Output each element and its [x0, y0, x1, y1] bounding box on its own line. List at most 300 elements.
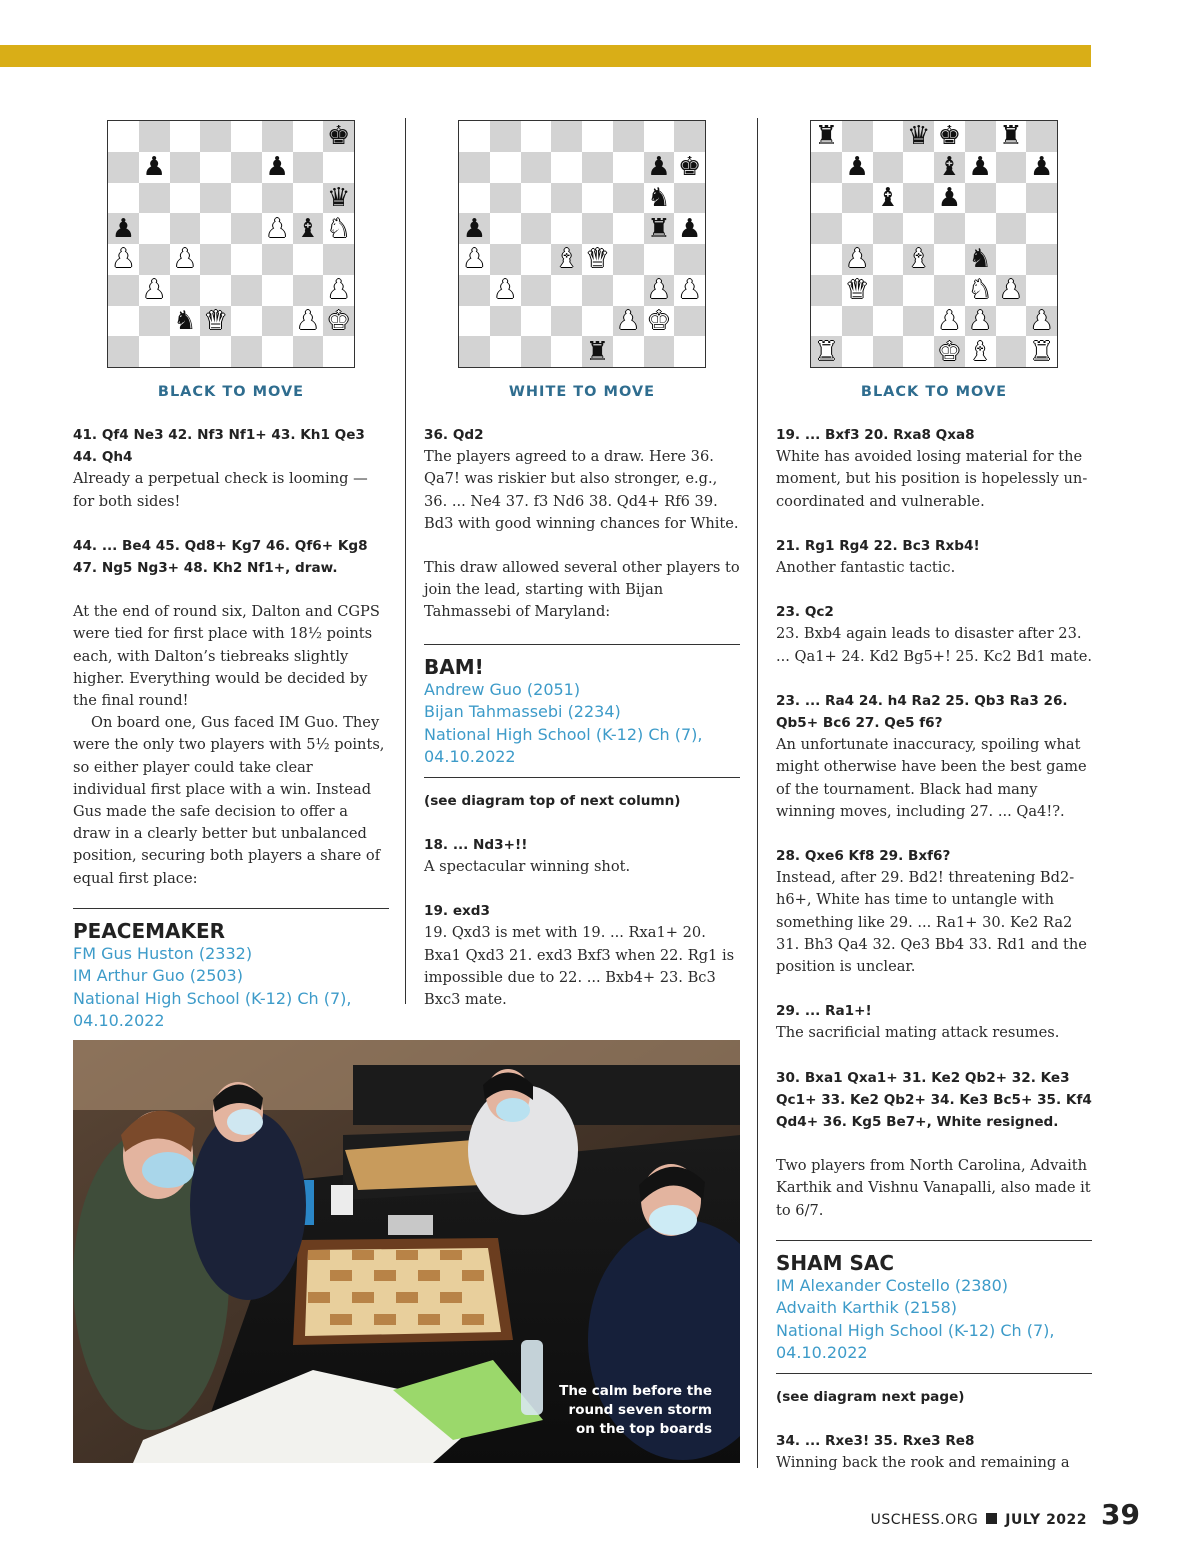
column-divider [405, 118, 406, 1004]
board-square-h3 [323, 275, 354, 306]
board-square-g4 [644, 244, 675, 275]
black-rook-icon: ♜ [999, 121, 1023, 152]
move-text: 41. Qf4 Ne3 42. Nf3 Nf1+ 43. Kh1 Qe3 44. Qh4 [73, 427, 365, 466]
board-square-f4 [965, 244, 996, 275]
event-date: 04.10.2022 [73, 1011, 165, 1031]
board-square-f6 [613, 183, 644, 214]
board-square-h6 [674, 183, 705, 214]
black-bishop-icon: ♝ [937, 152, 962, 183]
annotation: White has avoided losing material for the moment, but his position is hopelessly uncoordinated and vulnerable. [776, 448, 1088, 510]
white-pawn-icon: ♟ [616, 305, 640, 336]
board-square-g3 [293, 275, 324, 306]
board-square-h8 [674, 121, 705, 152]
board-square-a7 [108, 152, 139, 183]
white-pawn-icon: ♟ [142, 275, 166, 306]
board-square-d1 [903, 336, 934, 367]
white-pawn-icon: ♟ [173, 244, 197, 275]
white-pawn-icon: ♟ [647, 275, 671, 306]
board-square-b6 [842, 183, 873, 214]
black-knight-icon: ♞ [968, 244, 992, 275]
white-pawn-icon: ♟ [999, 275, 1023, 306]
annotation: A spectacular winning shot. [424, 858, 631, 876]
board-square-c4 [170, 244, 201, 275]
board-square-g6 [996, 183, 1027, 214]
photo-caption-line: round seven storm [568, 1402, 712, 1418]
board-square-g7 [996, 152, 1027, 183]
board-square-d4 [903, 244, 934, 275]
board-square-e7 [582, 152, 613, 183]
column-divider [757, 118, 758, 1468]
diagram-reference: (see diagram next page) [776, 1388, 965, 1405]
body-paragraph: On board one, Gus faced IM Guo. They were the only two players with 5½ points, so either player could take clear individual first place with a win. Instead Gus made the safe decision to offer a draw in a clearly better but unbalanced position, securing both players a share of equal first place: [73, 714, 385, 887]
board-square-d8 [551, 121, 582, 152]
board-square-b7 [842, 152, 873, 183]
move-text: 19. ... Bxf3 20. Rxa8 Qxa8 [776, 427, 975, 443]
event-date: 04.10.2022 [776, 1343, 868, 1363]
board-square-e2 [231, 306, 262, 337]
body-paragraph: Two players from North Carolina, Advaith Karthik and Vishnu Vanapalli, also made it to 6/7. [776, 1157, 1091, 1219]
board-square-g3 [996, 275, 1027, 306]
board-square-e4 [582, 244, 613, 275]
black-rook-icon: ♜ [814, 121, 839, 152]
board-square-g1 [644, 336, 675, 367]
board-square-b3 [842, 275, 873, 306]
board-square-h5 [1026, 213, 1057, 244]
board-square-e6 [231, 183, 262, 214]
board-square-a2 [459, 306, 490, 337]
board-square-a8 [811, 121, 842, 152]
board-square-e4 [934, 244, 965, 275]
board-square-h7 [323, 152, 354, 183]
board-square-e1 [231, 336, 262, 367]
board-square-c4 [521, 244, 552, 275]
board-square-e3 [231, 275, 262, 306]
board-square-g6 [644, 183, 675, 214]
board-square-b3 [490, 275, 521, 306]
photo-caption-line: on the top boards [575, 1421, 712, 1437]
white-pawn-icon: ♟ [937, 305, 962, 336]
move-text: 23. Qc2 [776, 604, 834, 621]
board-square-b6 [139, 183, 170, 214]
board-square-b8 [842, 121, 873, 152]
move-text: 36. Qd2 [424, 427, 484, 443]
square-bullet-icon [986, 1513, 997, 1524]
black-pawn-icon: ♟ [845, 152, 869, 183]
black-queen-icon: ♛ [326, 182, 351, 213]
board-square-a6 [108, 183, 139, 214]
white-player: IM Alexander Costello (2380) [776, 1275, 1009, 1295]
board-square-d3 [551, 275, 582, 306]
move-text: 21. Rg1 Rg4 22. Bc3 Rxb4! [776, 537, 980, 554]
board-square-d7 [200, 152, 231, 183]
board-square-h6 [1026, 183, 1057, 214]
board-square-c1 [521, 336, 552, 367]
board-square-f5 [613, 213, 644, 244]
board-square-f2 [613, 306, 644, 337]
board-square-a3 [459, 275, 490, 306]
column-3 [776, 120, 1092, 1475]
board-square-d6 [551, 183, 582, 214]
diagram-caption: BLACK TO MOVE [860, 384, 1008, 400]
white-pawn-icon: ♟ [493, 275, 517, 306]
white-queen-icon: ♛ [203, 305, 228, 336]
photo-caption [559, 1382, 712, 1439]
board-square-f6 [262, 183, 293, 214]
board-square-b2 [490, 306, 521, 337]
board-square-c4 [873, 244, 904, 275]
board-square-f3 [965, 275, 996, 306]
board-square-b1 [490, 336, 521, 367]
board-square-e7 [231, 152, 262, 183]
board-square-h4 [323, 244, 354, 275]
board-square-a2 [811, 306, 842, 337]
board-square-h1 [323, 336, 354, 367]
board-square-e6 [582, 183, 613, 214]
annotation: Another fantastic tactic. [776, 559, 956, 577]
board-square-b8 [490, 121, 521, 152]
board-square-h1 [1026, 336, 1057, 367]
annotation: Winning back the rook and remaining a [776, 1454, 1070, 1472]
page-footer [871, 1498, 1140, 1531]
board-square-e5 [231, 213, 262, 244]
board-square-f8 [613, 121, 644, 152]
event-name: National High School (K-12) Ch (7), [424, 724, 703, 744]
board-square-c7 [170, 152, 201, 183]
board-square-c8 [170, 121, 201, 152]
board-square-e1 [582, 336, 613, 367]
board-square-a7 [459, 152, 490, 183]
board-square-c6 [521, 183, 552, 214]
black-pawn-icon: ♟ [647, 152, 671, 183]
board-square-b8 [139, 121, 170, 152]
board-square-c1 [170, 336, 201, 367]
body-paragraph: This draw allowed several other players to join the lead, starting with Bijan Tahmassebi of Maryland: [424, 559, 740, 621]
board-square-a4 [459, 244, 490, 275]
board-square-g1 [996, 336, 1027, 367]
black-king-icon: ♚ [937, 121, 962, 152]
board-square-h2 [674, 306, 705, 337]
board-square-h3 [1026, 275, 1057, 306]
black-bishop-icon: ♝ [296, 213, 320, 244]
board-square-c7 [873, 152, 904, 183]
board-square-c3 [873, 275, 904, 306]
annotation: Already a perpetual check is looming — for both sides! [73, 470, 368, 510]
board-square-d5 [903, 213, 934, 244]
black-pawn-icon: ♟ [1029, 152, 1054, 183]
board-square-e4 [231, 244, 262, 275]
board-square-d6 [903, 183, 934, 214]
board-square-d1 [551, 336, 582, 367]
board-square-f3 [262, 275, 293, 306]
white-pawn-icon: ♟ [462, 244, 487, 275]
board-square-e5 [934, 213, 965, 244]
board-square-d8 [200, 121, 231, 152]
white-pawn-icon: ♟ [677, 275, 702, 306]
board-square-h2 [323, 306, 354, 337]
board-square-b2 [842, 306, 873, 337]
white-pawn-icon: ♟ [265, 213, 289, 244]
board-square-g5 [293, 213, 324, 244]
white-king-icon: ♚ [326, 305, 351, 336]
move-text: 28. Qxe6 Kf8 29. Bxf6? [776, 848, 951, 865]
black-player: Bijan Tahmassebi (2234) [424, 702, 621, 722]
move-text: 19. exd3 [424, 903, 490, 920]
board-square-b4 [842, 244, 873, 275]
board-square-g2 [996, 306, 1027, 337]
board-square-a5 [459, 213, 490, 244]
white-bishop-icon: ♝ [906, 244, 931, 275]
board-square-h7 [1026, 152, 1057, 183]
board-square-c7 [521, 152, 552, 183]
board-square-b5 [490, 213, 521, 244]
white-player: Andrew Guo (2051) [424, 679, 581, 699]
game-title: PEACEMAKER [73, 918, 226, 943]
board-square-d7 [903, 152, 934, 183]
board-square-h6 [323, 183, 354, 214]
board-square-b7 [139, 152, 170, 183]
board-square-b4 [139, 244, 170, 275]
board-square-c6 [873, 183, 904, 214]
board-square-h7 [674, 152, 705, 183]
board-square-g8 [996, 121, 1027, 152]
move-text: 18. ... Nd3+!! [424, 836, 528, 853]
board-square-e8 [231, 121, 262, 152]
top-accent-bar [0, 45, 1091, 67]
black-bishop-icon: ♝ [876, 182, 900, 213]
move-text: 30. Bxa1 Qxa1+ 31. Ke2 Qb2+ 32. Ke3 Qc1+ 33. Ke2 Qb2+ 34. Ke3 Bc5+ 35. Kf4 Qd4+ 36. Kg5 Be7+, White resigned. [776, 1069, 1092, 1131]
board-square-d3 [903, 275, 934, 306]
board-square-e3 [934, 275, 965, 306]
white-king-icon: ♚ [647, 305, 671, 336]
board-square-f8 [965, 121, 996, 152]
black-pawn-icon: ♟ [142, 152, 166, 183]
board-square-b3 [139, 275, 170, 306]
board-square-f1 [965, 336, 996, 367]
board-square-f2 [965, 306, 996, 337]
board-square-a4 [811, 244, 842, 275]
board-square-f5 [965, 213, 996, 244]
move-text: 23. ... Ra4 24. h4 Ra2 25. Qb3 Ra3 26. Qb5+ Bc6 27. Qe5 f6? [776, 692, 1068, 732]
board-square-f7 [965, 152, 996, 183]
event-date: 04.10.2022 [424, 747, 516, 767]
white-rook-icon: ♜ [1029, 336, 1054, 367]
black-queen-icon: ♛ [906, 121, 931, 152]
board-square-c5 [170, 213, 201, 244]
board-square-d2 [551, 306, 582, 337]
event-name: National High School (K-12) Ch (7), [776, 1320, 1055, 1340]
chess-diagram-2 [458, 120, 706, 368]
board-square-a8 [108, 121, 139, 152]
board-square-c2 [521, 306, 552, 337]
white-knight-icon: ♞ [326, 213, 351, 244]
black-rook-icon: ♜ [585, 336, 610, 367]
board-square-f3 [613, 275, 644, 306]
board-square-g5 [996, 213, 1027, 244]
annotation: The players agreed to a draw. Here 36. Qa7! was riskier but also stronger, e.g., 36. ... Ne4 37. f3 Nd6 38. Qd4+ Rf6 39. Bd3 with good winning chances for White. [424, 448, 739, 532]
diagram-reference: (see diagram top of next column) [424, 792, 681, 809]
board-square-g8 [293, 121, 324, 152]
board-square-a6 [459, 183, 490, 214]
column-1 [73, 120, 389, 1042]
annotation: The sacrificial mating attack resumes. [776, 1024, 1060, 1042]
board-square-a5 [811, 213, 842, 244]
black-pawn-icon: ♟ [111, 213, 136, 244]
black-king-icon: ♚ [326, 121, 351, 152]
white-player: FM Gus Huston (2332) [73, 943, 253, 963]
board-square-b1 [842, 336, 873, 367]
board-square-d8 [903, 121, 934, 152]
board-square-f2 [262, 306, 293, 337]
board-square-c5 [873, 213, 904, 244]
board-square-h1 [674, 336, 705, 367]
white-bishop-icon: ♝ [968, 336, 992, 367]
black-knight-icon: ♞ [173, 305, 197, 336]
board-square-f4 [262, 244, 293, 275]
board-square-c3 [170, 275, 201, 306]
board-square-b6 [490, 183, 521, 214]
board-square-c5 [521, 213, 552, 244]
board-square-h8 [1026, 121, 1057, 152]
board-square-f5 [262, 213, 293, 244]
board-square-e2 [934, 306, 965, 337]
annotation: 23. Bxb4 again leads to disaster after 23. ... Qa1+ 24. Kd2 Bg5+! 25. Kc2 Bd1 mate. [776, 625, 1092, 665]
board-square-g7 [644, 152, 675, 183]
board-square-a8 [459, 121, 490, 152]
black-pawn-icon: ♟ [968, 152, 992, 183]
board-square-c8 [521, 121, 552, 152]
board-square-g2 [644, 306, 675, 337]
board-square-h4 [1026, 244, 1057, 275]
annotation: An unfortunate inaccuracy, spoiling what might otherwise have been the best game of the tournament. Black had many winning moves, including 27. ... Qa4!?. [776, 736, 1087, 820]
black-knight-icon: ♞ [647, 182, 671, 213]
board-square-d2 [903, 306, 934, 337]
board-square-a3 [108, 275, 139, 306]
board-square-g1 [293, 336, 324, 367]
black-pawn-icon: ♟ [937, 182, 962, 213]
board-square-h2 [1026, 306, 1057, 337]
board-square-f4 [613, 244, 644, 275]
black-pawn-icon: ♟ [677, 213, 702, 244]
white-pawn-icon: ♟ [1029, 305, 1054, 336]
white-king-icon: ♚ [937, 336, 962, 367]
board-square-b5 [139, 213, 170, 244]
move-text: 29. ... Ra1+! [776, 1003, 872, 1020]
board-square-g4 [293, 244, 324, 275]
board-square-b7 [490, 152, 521, 183]
board-square-c1 [873, 336, 904, 367]
board-square-a3 [811, 275, 842, 306]
board-square-d5 [551, 213, 582, 244]
board-square-h3 [674, 275, 705, 306]
board-square-e3 [582, 275, 613, 306]
board-square-g8 [644, 121, 675, 152]
board-square-f7 [262, 152, 293, 183]
diagram-caption: BLACK TO MOVE [157, 384, 305, 400]
game-title: SHAM SAC [776, 1250, 895, 1275]
chess-diagram-1 [107, 120, 355, 368]
white-queen-icon: ♛ [585, 244, 610, 275]
board-square-e7 [934, 152, 965, 183]
board-square-g6 [293, 183, 324, 214]
diagram-caption: WHITE TO MOVE [508, 384, 656, 400]
board-square-e5 [582, 213, 613, 244]
game-title: BAM! [424, 654, 484, 679]
board-square-d1 [200, 336, 231, 367]
page-number: 39 [1101, 1498, 1140, 1531]
board-square-c6 [170, 183, 201, 214]
black-player: Advaith Karthik (2158) [776, 1298, 958, 1318]
board-square-d2 [200, 306, 231, 337]
board-square-d4 [551, 244, 582, 275]
board-square-h8 [323, 121, 354, 152]
white-bishop-icon: ♝ [554, 244, 579, 275]
board-square-b2 [139, 306, 170, 337]
board-square-a6 [811, 183, 842, 214]
annotation: 19. Qxd3 is met with 19. ... Rxa1+ 20. Bxa1 Qxd3 21. exd3 Bxf3 when 22. Rg1 is impossible due to 22. ... Bxb4+ 23. Bc3 Bxc3 mate. [424, 924, 735, 1009]
board-square-c3 [521, 275, 552, 306]
footer-issue-date: JULY 2022 [1005, 1512, 1088, 1528]
annotation: Instead, after 29. Bd2! threatening Bd2-h6+, White has time to untangle with something like 29. ... Ra1+ 30. Ke2 Ra2 31. Bh3 Qa4 32. Qe3 Bb4 33. Rd1 and the position is unclear. [776, 869, 1087, 976]
white-pawn-icon: ♟ [968, 305, 992, 336]
white-knight-icon: ♞ [968, 275, 992, 306]
board-square-g7 [293, 152, 324, 183]
white-queen-icon: ♛ [845, 275, 869, 306]
board-square-c8 [873, 121, 904, 152]
board-square-a1 [811, 336, 842, 367]
board-square-e2 [582, 306, 613, 337]
board-square-h4 [674, 244, 705, 275]
board-square-d6 [200, 183, 231, 214]
board-square-d4 [200, 244, 231, 275]
board-square-a1 [459, 336, 490, 367]
black-pawn-icon: ♟ [462, 213, 487, 244]
footer-site: USCHESS.ORG [870, 1512, 979, 1528]
board-square-e8 [934, 121, 965, 152]
body-paragraph: At the end of round six, Dalton and CGPS were tied for first place with 18½ points each, with Dalton’s tiebreaks slightly higher. Everything would be decided by the final round! [73, 603, 380, 710]
board-square-a2 [108, 306, 139, 337]
board-square-d7 [551, 152, 582, 183]
chess-diagram-3 [810, 120, 1058, 368]
board-square-a5 [108, 213, 139, 244]
board-square-h5 [323, 213, 354, 244]
black-rook-icon: ♜ [647, 213, 671, 244]
move-text: 44. ... Be4 45. Qd8+ Kg7 46. Qf6+ Kg8 47. Ng5 Ng3+ 48. Kh2 Nf1+, draw. [73, 537, 368, 577]
board-square-a4 [108, 244, 139, 275]
event-name: National High School (K-12) Ch (7), [73, 988, 352, 1008]
board-square-e8 [582, 121, 613, 152]
board-square-d3 [200, 275, 231, 306]
board-square-a1 [108, 336, 139, 367]
board-square-g5 [644, 213, 675, 244]
board-square-f1 [613, 336, 644, 367]
black-player: IM Arthur Guo (2503) [73, 966, 243, 986]
board-square-e6 [934, 183, 965, 214]
white-rook-icon: ♜ [814, 336, 839, 367]
board-square-f6 [965, 183, 996, 214]
white-pawn-icon: ♟ [296, 305, 320, 336]
white-pawn-icon: ♟ [845, 244, 869, 275]
white-pawn-icon: ♟ [326, 275, 351, 306]
black-king-icon: ♚ [677, 152, 702, 183]
board-square-b4 [490, 244, 521, 275]
move-text: 34. ... Rxe3! 35. Rxe3 Re8 [776, 1433, 975, 1450]
board-square-f1 [262, 336, 293, 367]
board-square-f7 [613, 152, 644, 183]
board-square-c2 [873, 306, 904, 337]
board-square-b5 [842, 213, 873, 244]
board-square-c2 [170, 306, 201, 337]
column-2 [424, 120, 740, 1011]
